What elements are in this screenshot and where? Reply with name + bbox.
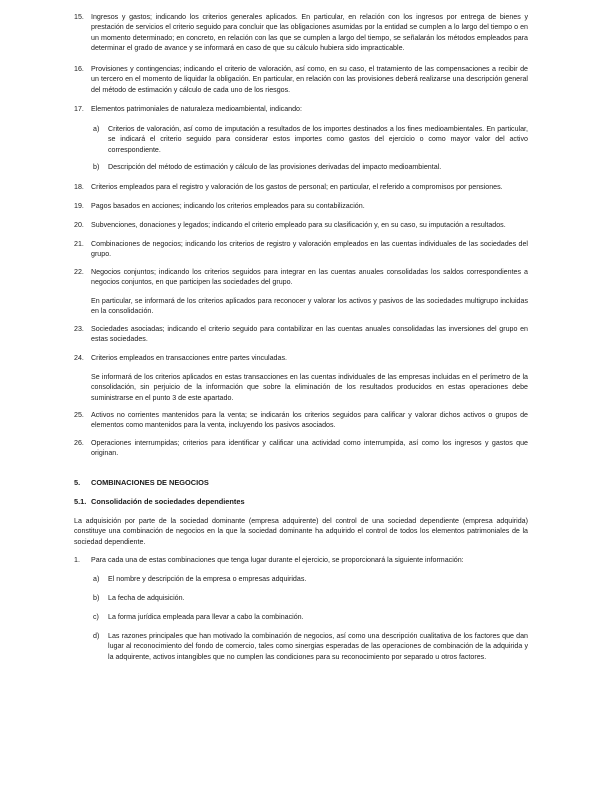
item-number: 16. bbox=[74, 65, 84, 73]
item-number: 1. bbox=[74, 556, 80, 564]
sub-item-text: Las razones principales que han motivado la combinación de negocios, así como una descripción cualitativa de los factores que dan lugar al reconocimiento del fondo de comercio, tales como sinergias esperadas de las operaciones de combinación de la adquirida y la adquirente, activos intangibles que no cumplen las condiciones para su reconocimiento por separado u otros factores. bbox=[108, 632, 528, 661]
item-paragraph: Se informará de los criterios aplicados en estas transacciones en las cuentas individuales de las empresas incluidas en el perímetro de la consolidación, sin perjuicio de la información que sobre la eliminación de los resultados producidos en estas operaciones debe suministrarse en el punto 3 de este apartado. bbox=[91, 373, 528, 402]
item-number: 25. bbox=[74, 411, 84, 419]
item-number: 21. bbox=[74, 240, 84, 248]
subsection-number: 5.1. bbox=[74, 497, 87, 506]
item-text: Subvenciones, donaciones y legados; indicando el criterio empleado para su clasificación y, en su caso, su imputación a resultados. bbox=[91, 221, 506, 229]
item-number: 26. bbox=[74, 439, 84, 447]
list-item bbox=[74, 324, 528, 345]
sub-item-label: b) bbox=[93, 594, 100, 602]
sub-item-label: c) bbox=[93, 613, 99, 621]
list-item bbox=[74, 239, 528, 260]
item-text: Para cada una de estas combinaciones que tenga lugar durante el ejercicio, se proporcionará la siguiente información: bbox=[91, 556, 464, 564]
item-text: Criterios empleados para el registro y valoración de los gastos de personal; en particular, el referido a compromisos por pensiones. bbox=[91, 183, 503, 191]
sub-item-label: a) bbox=[93, 575, 100, 583]
item-text: Operaciones interrumpidas; criterios para identificar y calificar una actividad como interrumpida, así como los ingresos y gastos que originan. bbox=[91, 439, 528, 458]
sub-item-label: a) bbox=[93, 125, 100, 133]
section-heading bbox=[74, 478, 209, 488]
sub-item-text: Criterios de valoración, así como de imputación a resultados de los importes destinados a los fines medioambientales. En particular, se indicará el criterio seguido para considerar estos importes como gastos del ejercicio o como mayor valor del activo correspondiente. bbox=[108, 125, 528, 154]
subsection-heading bbox=[74, 497, 245, 507]
section-title: COMBINACIONES DE NEGOCIOS bbox=[91, 478, 209, 487]
item-text: Elementos patrimoniales de naturaleza medioambiental, indicando: bbox=[91, 105, 302, 113]
item-number: 18. bbox=[74, 183, 84, 191]
list-item bbox=[74, 182, 528, 192]
item-text: Activos no corrientes mantenidos para la venta; se indicarán los criterios seguidos para calificar y valorar dichos activos o grupos de elementos como mantenidos para la venta, incluyendo los pasivos asociados. bbox=[91, 411, 528, 430]
item-number: 24. bbox=[74, 354, 84, 362]
item-number: 19. bbox=[74, 202, 84, 210]
list-item bbox=[74, 353, 528, 363]
item-number: 17. bbox=[74, 105, 84, 113]
sub-list-item bbox=[93, 162, 528, 172]
sub-list-item bbox=[93, 574, 528, 584]
list-item bbox=[74, 104, 528, 114]
item-text: Sociedades asociadas; indicando el criterio seguido para contabilizar en las cuentas anuales consolidadas las inversiones del grupo en estas sociedades. bbox=[91, 325, 528, 344]
item-text: Combinaciones de negocios; indicando los criterios de registro y valoración empleados en las cuentas individuales de las sociedades del grupo. bbox=[91, 240, 528, 259]
sub-item-text: La forma jurídica empleada para llevar a cabo la combinación. bbox=[108, 613, 304, 621]
sub-item-text: La fecha de adquisición. bbox=[108, 594, 185, 602]
item-text: Negocios conjuntos; indicando los criterios seguidos para integrar en las cuentas anuales consolidadas los saldos correspondientes a negocios conjuntos, en que participen las sociedades del grupo. bbox=[91, 268, 528, 287]
sub-item-label: b) bbox=[93, 163, 100, 171]
list-item bbox=[74, 410, 528, 431]
subsection-title: Consolidación de sociedades dependientes bbox=[91, 497, 245, 506]
item-number: 20. bbox=[74, 221, 84, 229]
item-text: Criterios empleados en transacciones entre partes vinculadas. bbox=[91, 354, 287, 362]
sub-item-text: El nombre y descripción de la empresa o empresas adquiridas. bbox=[108, 575, 307, 583]
item-text: Pagos basados en acciones; indicando los criterios empleados para su contabilización. bbox=[91, 202, 365, 210]
list-item bbox=[74, 64, 528, 95]
list-item bbox=[74, 201, 528, 211]
item-text: Ingresos y gastos; indicando los criterios generales aplicados. En particular, en relación con los ingresos por entrega de bienes y prestación de servicios el criterio seguido para concluir que las obligaciones asumidas por la entidad se cumplen a lo largo del tiempo o en un momento determinado; en concreto, en relación con las que se cumplen a largo del tiempo, se señalarán los métodos empleados para determinar el grado de avance y se informará en caso de que su cálculo hubiera sido impracticable. bbox=[91, 13, 528, 53]
item-number: 22. bbox=[74, 268, 84, 276]
list-item bbox=[74, 220, 528, 230]
list-item bbox=[74, 267, 528, 288]
item-text: Provisiones y contingencias; indicando el criterio de valoración, así como, en su caso, el tratamiento de las compensaciones a recibir de un tercero en el momento de liquidar la obligación. En particular, en relación con las provisiones deberá realizarse una descripción general del método de estimación y cálculo de cada uno de los riesgos. bbox=[91, 65, 528, 94]
item-number: 15. bbox=[74, 13, 84, 21]
intro-paragraph: La adquisición por parte de la sociedad dominante (empresa adquirente) del control de una sociedad dependiente (empresa adquirida) constituye una combinación de negocios en la que la sociedad dominante ha adquirido el control de todos los elementos patrimoniales de la sociedad dependiente. bbox=[74, 517, 528, 546]
list-item bbox=[74, 12, 528, 54]
sub-item-label: d) bbox=[93, 632, 100, 640]
sub-list-item bbox=[93, 124, 528, 155]
sub-list-item bbox=[93, 631, 528, 662]
item-number: 23. bbox=[74, 325, 84, 333]
list-item bbox=[74, 438, 528, 459]
sub-list-item bbox=[93, 612, 528, 622]
section-number: 5. bbox=[74, 478, 81, 487]
sub-item-text: Descripción del método de estimación y cálculo de las provisiones derivadas del impacto medioambiental. bbox=[108, 163, 442, 171]
sub-list-item bbox=[93, 593, 528, 603]
item-paragraph: En particular, se informará de los criterios aplicados para reconocer y valorar los activos y pasivos de las sociedades multigrupo incluidas en la consolidación. bbox=[91, 297, 528, 316]
list-item bbox=[74, 555, 528, 565]
